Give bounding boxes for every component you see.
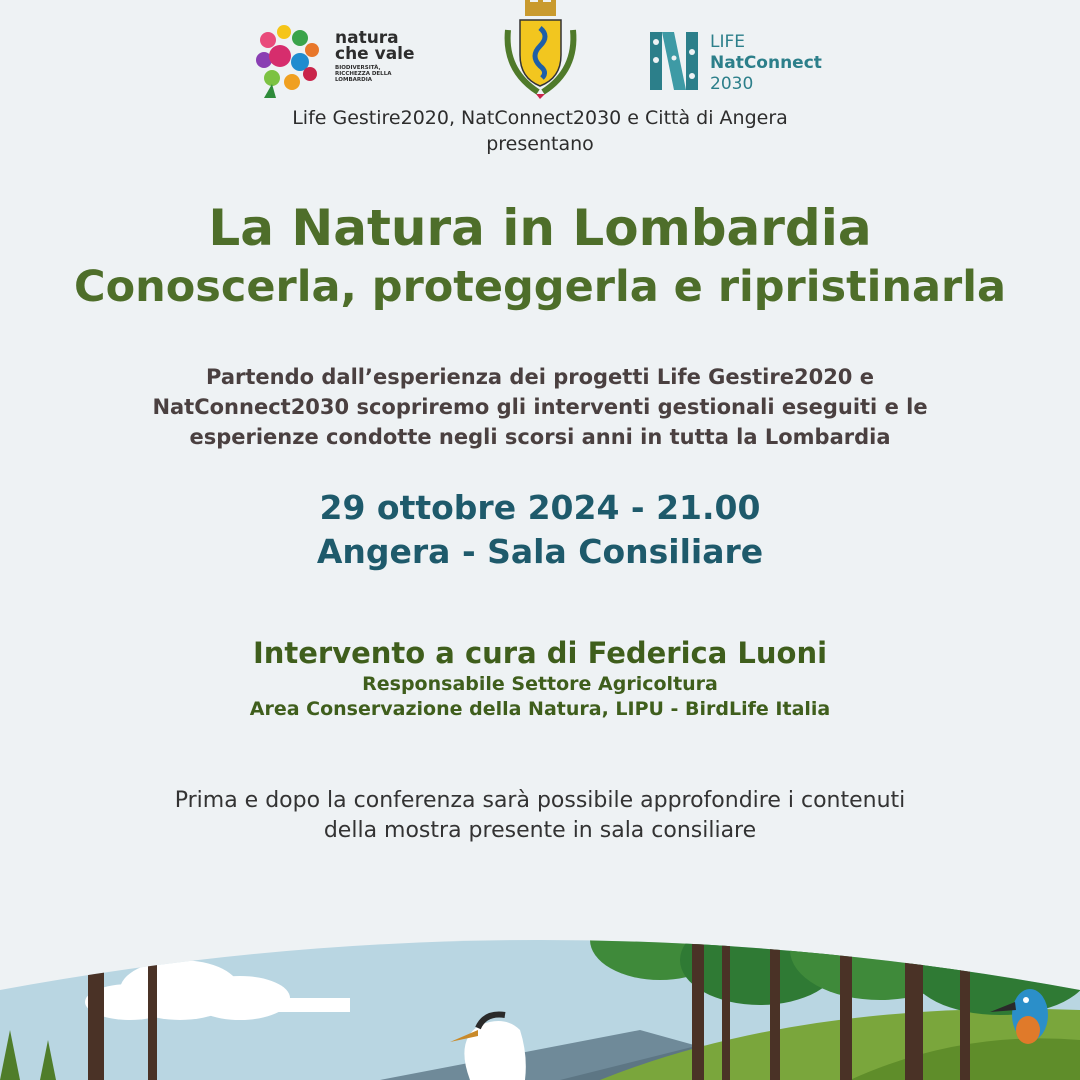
natura-flower-icon [250, 20, 330, 100]
natconnect-logo-text [710, 32, 822, 95]
natconnect-n-icon [648, 28, 703, 93]
description-line3: esperienze condotte negli scorsi anni in tutta la Lombardia [189, 425, 891, 449]
natura-che-vale-logo [250, 20, 420, 105]
note-line1: Prima e dopo la conferenza sarà possibile approfondire i contenuti [174, 788, 906, 813]
natura-logo-tagline: BIODIVERSITÀ, RICCHEZZA DELLA LOMBARDIA [335, 65, 392, 83]
natconnect-logo [648, 28, 838, 98]
natura-logo-line1: natura [335, 28, 399, 48]
presenters-line1: Life Gestire2020, NatConnect2030 e Città di Angera [292, 107, 788, 129]
event-description [0, 362, 1080, 452]
speaker-name: Intervento a cura di Federica Luoni [252, 636, 828, 670]
presenters-text [0, 105, 1080, 157]
natconnect-logo-line1: LIFE [710, 32, 746, 52]
natura-logo-text [335, 30, 415, 83]
event-venue: Angera - Sala Consiliare [316, 532, 764, 571]
natura-logo-line2: che vale [335, 44, 415, 64]
city-crest-icon [498, 0, 583, 100]
page-title: La Natura in Lombardia [208, 199, 872, 257]
nature-illustration [0, 880, 1080, 1080]
exhibition-note [0, 786, 1080, 846]
page-subtitle: Conoscerla, proteggerla e ripristinarla [74, 262, 1006, 312]
description-line1: Partendo dall’esperienza dei progetti Life Gestire2020 e [206, 365, 874, 389]
description-line2: NatConnect2030 scopriremo gli interventi gestionali eseguiti e le [152, 395, 928, 419]
speaker-role-line1: Responsabile Settore Agricoltura [362, 673, 718, 695]
speaker-role-line2: Area Conservazione della Natura, LIPU - BirdLife Italia [249, 698, 831, 720]
note-line2: della mostra presente in sala consiliare [323, 818, 757, 843]
event-date: 29 ottobre 2024 - 21.00 [319, 488, 761, 527]
logo-bar [0, 0, 1080, 110]
natconnect-logo-line3: 2030 [710, 74, 754, 94]
presenters-line2: presentano [486, 133, 594, 155]
natconnect-logo-line2: NatConnect [710, 53, 822, 73]
